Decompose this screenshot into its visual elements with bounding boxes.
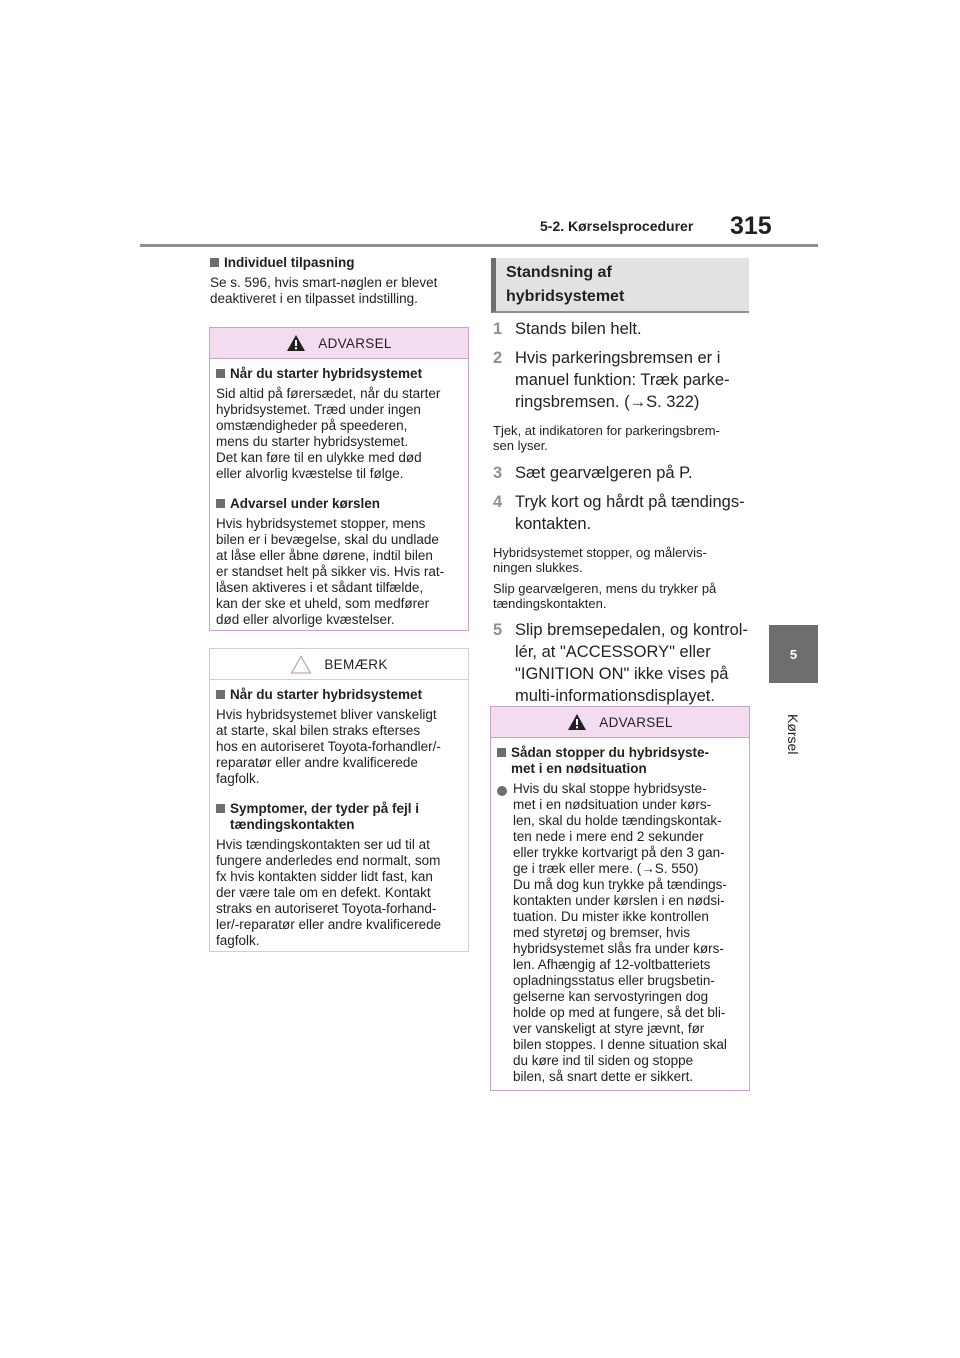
warning-triangle-icon: [286, 334, 306, 352]
warning-bullet-item: Hvis du skal stoppe hybridsyste- met i en nødsituation under kørs- len, skal du holde tændingskontak- ten nede i mere end 2 sekunder eller trykke kortvarigt på den 3 gan- ge i træk eller mere. (→S. 550) Du må dog kun trykke på tændings- kontakten under kørslen i en nødsi- tuation. Du mister ikke kontrollen med styretøj og bremser, hvis hybridsystemet slås fra under kørs- len. Afhængig af 12-voltbatteriets opladningsstatus eller brugsbetin- gelserne kan servostyringen dog holde op med at fungere, så det bli- ver vanskeligt at styre jævnt, før bilen stoppes. I denne situation skal du køre ind til siden og stoppe bilen, så snart dette er sikkert.: [497, 781, 743, 1085]
warning-item-title: Når du starter hybridsystemet: [216, 366, 462, 382]
warning-item-text: Hvis hybridsystemet stopper, mens bilen er i bevægelse, skal du undlade at låse eller åbne dørene, indtil bilen er standset helt på sikker vis. Hvis rat- låsen aktiveres i et sådant tilfælde, kan der ske et uheld, som medfører død eller alvorlige kvæstelser.: [216, 516, 445, 627]
step-1: 1 Stands bilen helt.: [493, 320, 642, 338]
individual-title: Individuel tilpasning: [210, 255, 355, 270]
warning-box-emergency: [490, 706, 750, 1091]
warning-box: [209, 327, 469, 631]
warning-item-title: Sådan stopper du hybridsyste- met i en nødsituation: [497, 745, 743, 777]
step-3: 3 Sæt gearvælgeren på P.: [493, 464, 693, 482]
square-bullet-icon: [216, 690, 225, 699]
step-5: 5 Slip bremsepedalen, og kontrol- lér, at "ACCESSORY" eller "IGNITION ON" ikke vises på multi-informationsdisplayet.: [493, 621, 748, 705]
warning-triangle-icon: [567, 713, 587, 731]
step-note: Hybridsystemet stopper, og målervis- ningen slukkes.: [493, 545, 707, 575]
step-note: Slip gearvælgeren, mens du trykker på tændingskontakten.: [493, 581, 717, 611]
square-bullet-icon: [216, 369, 225, 378]
square-bullet-icon: [210, 258, 219, 267]
step-4: 4 Tryk kort og hårdt på tændings- kontakten.: [493, 493, 745, 533]
caution-triangle-icon: [290, 655, 312, 674]
warning-box-header: ADVARSEL: [491, 707, 749, 738]
notice-box: [209, 648, 469, 952]
notice-item-text: Hvis hybridsystemet bliver vanskeligt at starte, skal bilen straks efterses hos en autoriseret Toyota-forhandler/- reparatør eller andre kvalificerede fagfolk.: [216, 707, 441, 786]
individual-text: Se s. 596, hvis smart-nøglen er blevet deaktiveret i en tilpasset indstilling.: [210, 275, 438, 306]
notice-item-title: Symptomer, der tyder på fejl i tændingskontakten: [216, 801, 462, 833]
warning-item-title: Advarsel under kørslen: [216, 496, 462, 512]
section-heading: Standsning af hybridsystemet: [491, 258, 749, 313]
notice-item-title: Når du starter hybridsystemet: [216, 687, 462, 703]
notice-item-text: Hvis tændingskontakten ser ud til at fungere anderledes end normalt, som fx hvis kontakten sidder lidt fast, kan der være tale om en defekt. Kontakt straks en autoriseret Toyota-forhand- ler/-reparatør eller andre kvalificerede fagfolk.: [216, 837, 442, 948]
square-bullet-icon: [497, 748, 506, 757]
warning-item-text: Sid altid på førersædet, når du starter hybridsystemet. Træd under ingen omstændigheder på speederen, mens du starter hybridsystemet. Det kan føre til en ulykke med død eller alvorlig kvæstelse til følge.: [216, 386, 441, 481]
chapter-label: Kørsel: [785, 714, 801, 755]
notice-box-header: BEMÆRK: [210, 649, 468, 680]
square-bullet-icon: [216, 804, 225, 813]
header-rule: [140, 244, 818, 247]
chapter-number: 5: [789, 646, 798, 662]
round-bullet-icon: [497, 786, 507, 796]
step-note: Tjek, at indikatoren for parkeringsbrem- sen lyser.: [493, 423, 720, 453]
square-bullet-icon: [216, 499, 225, 508]
page-number: 315: [730, 212, 772, 240]
steps-list: [493, 318, 755, 707]
step-2: 2 Hvis parkeringsbremsen er i manuel funktion: Træk parke- ringsbremsen. (→S. 322): [493, 349, 730, 411]
chapter-tab: [769, 625, 818, 683]
warning-box-header: ADVARSEL: [210, 328, 468, 359]
section-title: 5-2. Kørselsprocedurer: [540, 218, 694, 234]
